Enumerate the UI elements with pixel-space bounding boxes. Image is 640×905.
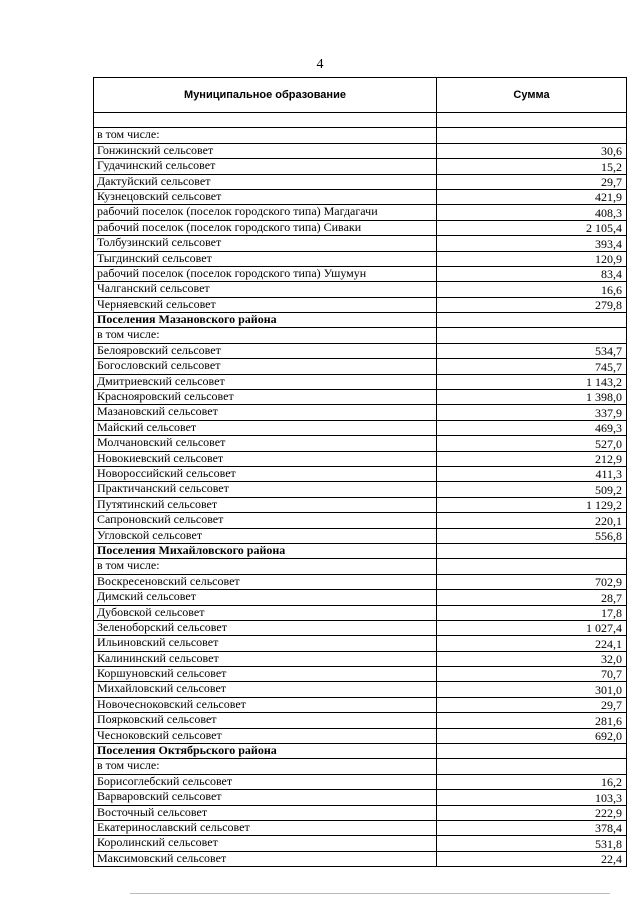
municipality-name: Тыгдинский сельсовет [94,251,437,266]
amount-value: 30,6 [437,143,627,158]
amount-value: 301,0 [437,682,627,697]
amount-value: 222,9 [437,805,627,820]
section-header-row [94,543,627,558]
municipality-name: в том числе: [94,128,437,143]
amount-value [437,113,627,128]
amount-value: 527,0 [437,436,627,451]
amount-value [437,313,627,328]
municipality-name: Дактуйский сельсовет [94,174,437,189]
page-bottom-rule [130,893,610,894]
table-row [94,682,627,697]
municipality-name: Екатеринославский сельсовет [94,820,437,835]
table-row [94,282,627,297]
municipality-name: рабочий поселок (поселок городского типа) Ушумун [94,266,437,281]
municipality-name: Краснояровский сельсовет [94,390,437,405]
amount-value: 337,9 [437,405,627,420]
amount-value: 469,3 [437,420,627,435]
table-row [94,636,627,651]
amount-value [437,559,627,574]
table-row [94,266,627,281]
table-header [94,78,627,113]
municipality-name: Варваровский сельсовет [94,790,437,805]
amount-value: 17,8 [437,605,627,620]
amount-value: 120,9 [437,251,627,266]
table-row [94,405,627,420]
column-header-amount: Сумма [437,78,627,113]
municipality-name: Сапроновский сельсовет [94,513,437,528]
municipality-name: Михайловский сельсовет [94,682,437,697]
municipality-name: Толбузинский сельсовет [94,236,437,251]
amount-value: 15,2 [437,159,627,174]
table-row [94,713,627,728]
table-row [94,728,627,743]
municipality-name: Ильиновский сельсовет [94,636,437,651]
section-header-row [94,313,627,328]
table-row [94,113,627,128]
municipality-name: Путятинский сельсовет [94,497,437,512]
municipality-name: Зеленоборский сельсовет [94,620,437,635]
amount-value: 32,0 [437,651,627,666]
municipality-name: Поселения Михайловского района [94,543,437,558]
table-row [94,482,627,497]
amount-value [437,328,627,343]
section-header-row [94,744,627,759]
table-header-row [94,78,627,113]
municipality-name: Чесноковский сельсовет [94,728,437,743]
municipality-name: Поселения Мазановского района [94,313,437,328]
amount-value [437,128,627,143]
municipality-name: Практичанский сельсовет [94,482,437,497]
page-number: 4 [316,57,324,72]
municipality-name: Димский сельсовет [94,590,437,605]
amount-value: 70,7 [437,667,627,682]
amount-value: 531,8 [437,836,627,851]
municipality-name: Дубовской сельсовет [94,605,437,620]
municipality-name: в том числе: [94,559,437,574]
amount-value: 556,8 [437,528,627,543]
amount-value: 408,3 [437,205,627,220]
amount-value: 28,7 [437,590,627,605]
amount-value: 1 027,4 [437,620,627,635]
amount-value: 702,9 [437,574,627,589]
table-row [94,390,627,405]
table-row [94,436,627,451]
table-row [94,497,627,512]
municipality-name: в том числе: [94,328,437,343]
amount-value: 692,0 [437,728,627,743]
municipality-name: Гонжинский сельсовет [94,143,437,158]
municipality-name: Максимовский сельсовет [94,851,437,866]
table-row [94,513,627,528]
table-row [94,143,627,158]
municipality-name: Белояровский сельсовет [94,343,437,358]
amount-value [437,543,627,558]
municipality-name: Майский сельсовет [94,420,437,435]
amount-value: 220,1 [437,513,627,528]
amount-value: 745,7 [437,359,627,374]
table-row [94,343,627,358]
amount-value: 224,1 [437,636,627,651]
amount-value: 16,6 [437,282,627,297]
amount-value: 393,4 [437,236,627,251]
amount-value: 2 105,4 [437,220,627,235]
table-row [94,205,627,220]
table-row [94,420,627,435]
amount-value: 534,7 [437,343,627,358]
table-row [94,220,627,235]
municipality-name: Воскресеновский сельсовет [94,574,437,589]
municipality-name: Новокиевский сельсовет [94,451,437,466]
municipality-name: Гудачинский сельсовет [94,159,437,174]
table-row [94,697,627,712]
municipality-name: Молчановский сельсовет [94,436,437,451]
amount-value: 279,8 [437,297,627,312]
table-row [94,359,627,374]
municipality-name: Поселения Октябрьского района [94,744,437,759]
table-row [94,451,627,466]
table-row [94,590,627,605]
table-row [94,374,627,389]
table-row [94,574,627,589]
municipality-name: Новочесноковский сельсовет [94,697,437,712]
table-row [94,251,627,266]
column-header-municipality: Муниципальное образование [94,78,437,113]
table-row [94,805,627,820]
municipality-name: Чалганский сельсовет [94,282,437,297]
municipality-name: рабочий поселок (поселок городского типа) Магдагачи [94,205,437,220]
amount-value: 1 398,0 [437,390,627,405]
municipality-name: Мазановский сельсовет [94,405,437,420]
municipality-name [94,113,437,128]
amount-value: 509,2 [437,482,627,497]
municipality-name: Угловской сельсовет [94,528,437,543]
municipality-name: Борисоглебский сельсовет [94,774,437,789]
amount-value: 16,2 [437,774,627,789]
amount-value [437,759,627,774]
municipality-name: Коршуновский сельсовет [94,667,437,682]
table-row [94,528,627,543]
subheading-row [94,559,627,574]
amount-value: 1 129,2 [437,497,627,512]
municipality-name: Поярковский сельсовет [94,713,437,728]
table-row [94,651,627,666]
subheading-row [94,128,627,143]
amount-value: 103,3 [437,790,627,805]
amount-value: 411,3 [437,466,627,481]
amount-value: 83,4 [437,266,627,281]
municipality-name: Калининский сельсовет [94,651,437,666]
table-row [94,774,627,789]
table-row [94,620,627,635]
municipality-name: Богословский сельсовет [94,359,437,374]
table-row [94,790,627,805]
amount-value: 1 143,2 [437,374,627,389]
amount-value [437,744,627,759]
table-row [94,159,627,174]
subheading-row [94,328,627,343]
table-row [94,297,627,312]
amount-value: 281,6 [437,713,627,728]
amount-value: 29,7 [437,174,627,189]
table-row [94,836,627,851]
table-row [94,174,627,189]
amount-value: 29,7 [437,697,627,712]
table-row [94,820,627,835]
table-row [94,236,627,251]
table-body [94,113,627,867]
table-row [94,667,627,682]
municipality-name: Кузнецовский сельсовет [94,189,437,204]
municipality-name: Восточный сельсовет [94,805,437,820]
municipality-name: Черняевский сельсовет [94,297,437,312]
amount-value: 212,9 [437,451,627,466]
table-row [94,605,627,620]
table-row [94,189,627,204]
amount-value: 421,9 [437,189,627,204]
municipality-name: Королинский сельсовет [94,836,437,851]
municipality-name: Дмитриевский сельсовет [94,374,437,389]
amount-value: 22,4 [437,851,627,866]
table-row [94,466,627,481]
municipality-name: Новороссийский сельсовет [94,466,437,481]
table-row [94,851,627,866]
subheading-row [94,759,627,774]
amount-value: 378,4 [437,820,627,835]
municipality-name: рабочий поселок (поселок городского типа) Сиваки [94,220,437,235]
municipality-name: в том числе: [94,759,437,774]
budget-table [93,77,627,867]
